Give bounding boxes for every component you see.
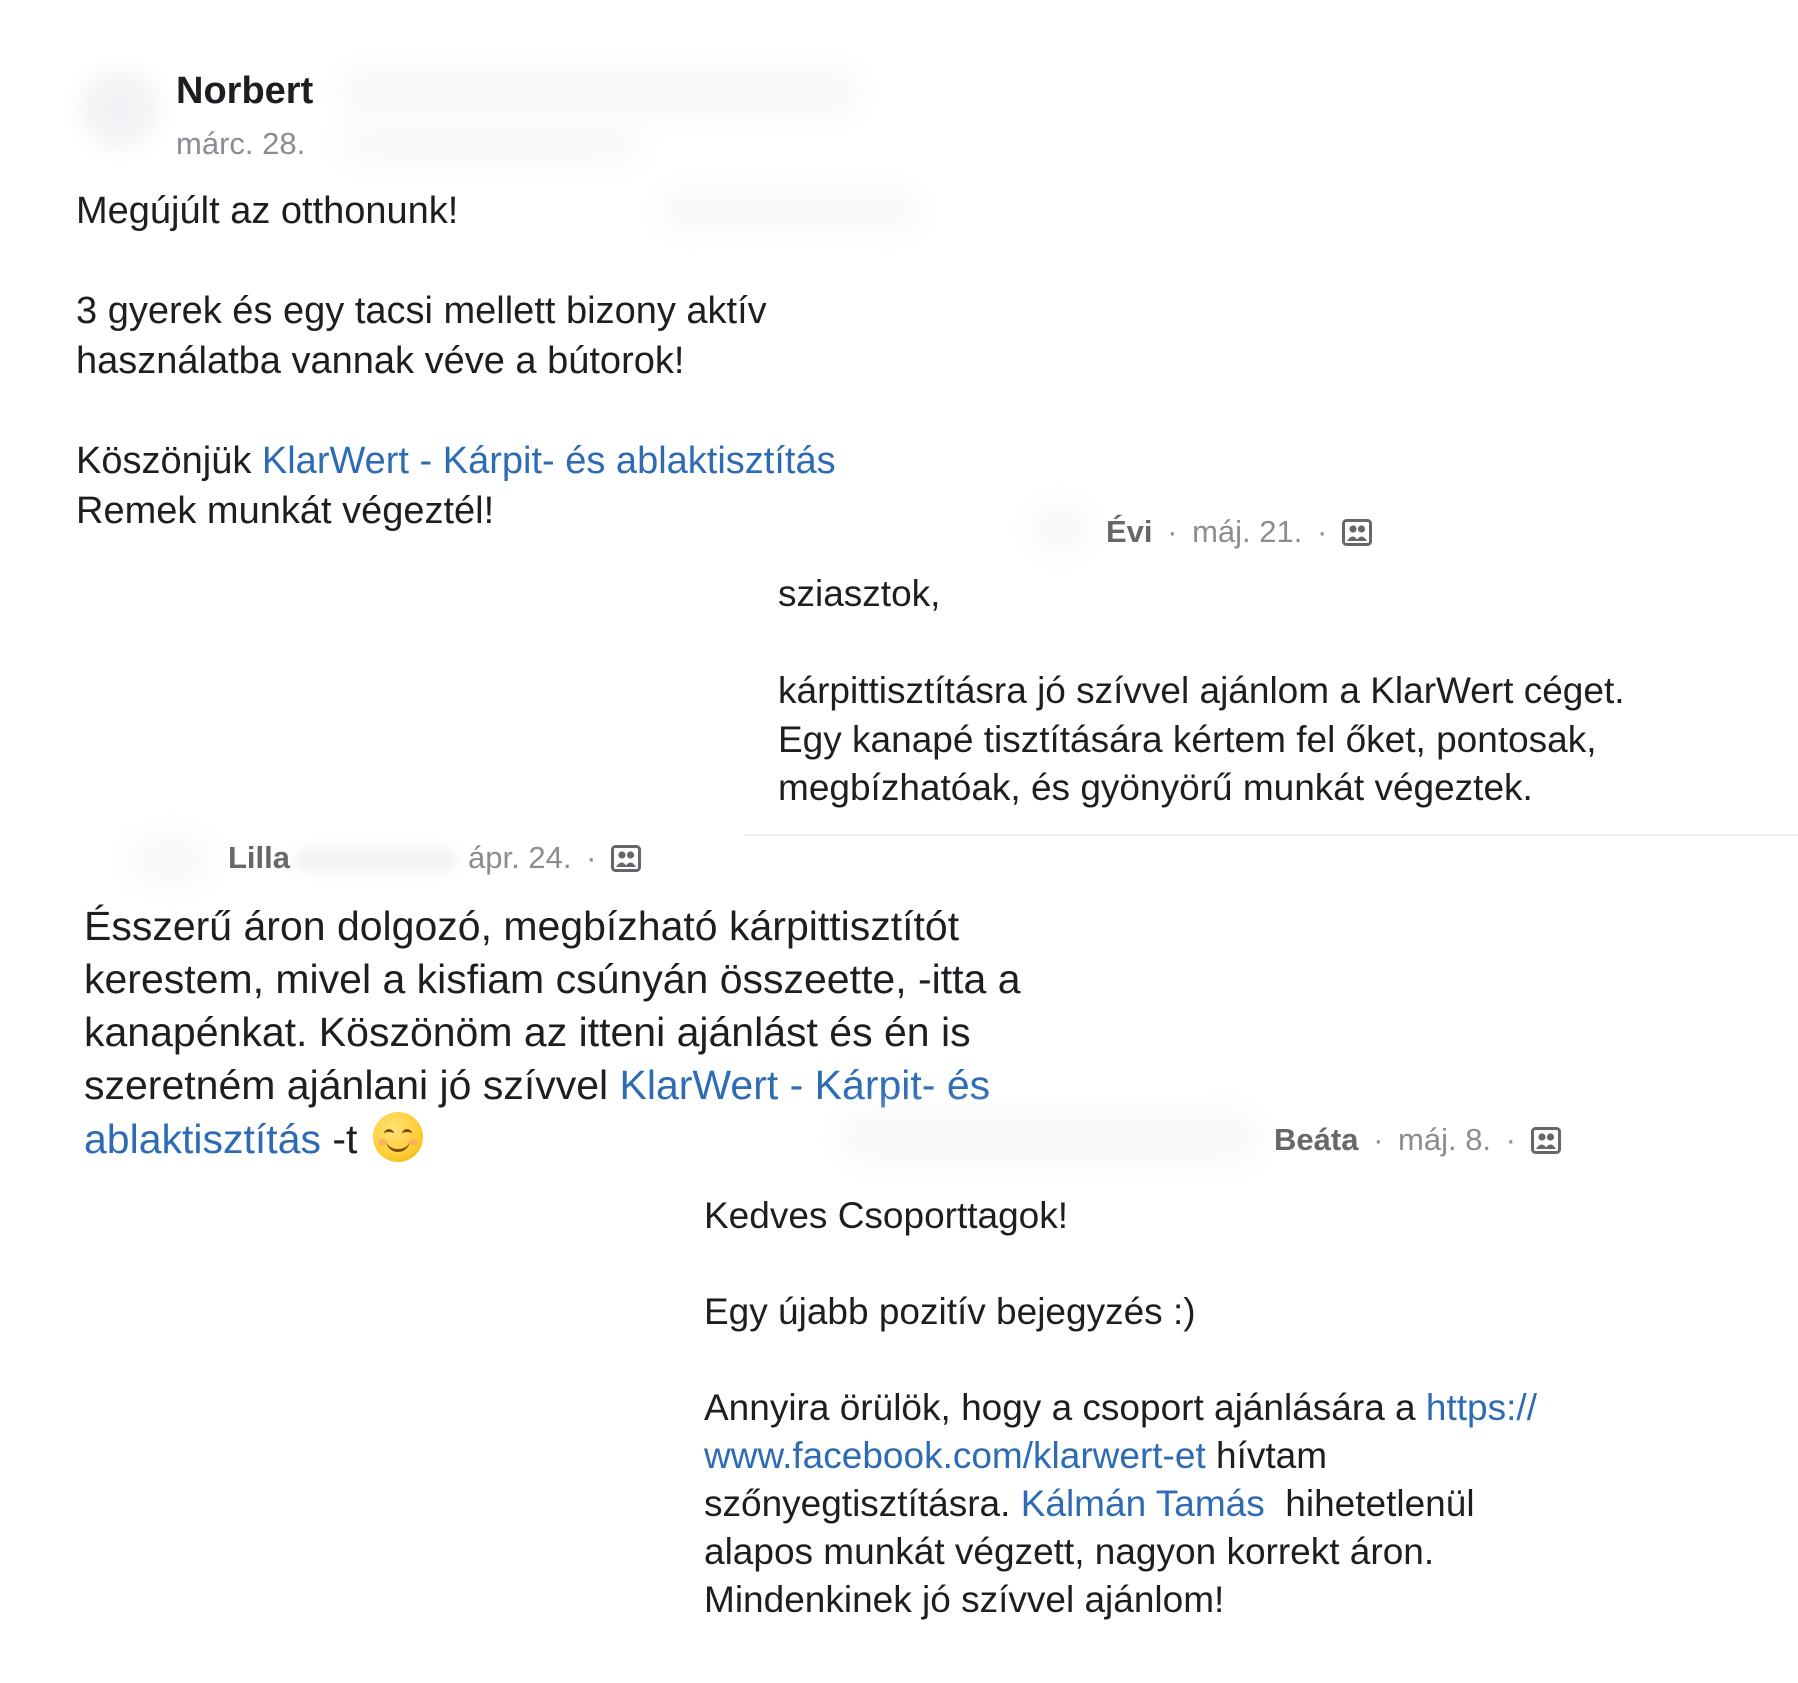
post-date[interactable]: máj. 21. (1192, 514, 1303, 549)
separator-dot: · (1373, 1122, 1384, 1157)
blurred-surname (340, 68, 860, 116)
group-icon (611, 845, 641, 872)
text-prefix: Köszönjük (76, 440, 262, 482)
post-meta (1274, 1122, 1561, 1158)
post-line: Remek munkát végeztél! (76, 490, 495, 532)
post-line: használatba vannak véve a bútorok! (76, 340, 685, 382)
post-body (76, 186, 976, 536)
post-line (84, 1059, 1164, 1112)
post-line: sziasztok, (778, 573, 941, 614)
post-line (704, 1432, 1764, 1480)
author-name[interactable]: Norbert (176, 70, 314, 112)
text-suffix: hívtam (1205, 1435, 1328, 1476)
post-meta (1106, 514, 1372, 550)
text-suffix: hihetetlenül (1264, 1483, 1475, 1524)
blurred-avatar (1030, 506, 1090, 552)
text-prefix: szeretném ajánlani jó szívvel (84, 1062, 620, 1108)
author-name[interactable]: Lilla (228, 840, 291, 875)
post-line (704, 1480, 1764, 1528)
post-body (704, 1192, 1764, 1624)
separator-dot: · (586, 840, 597, 875)
post-line: kárpittisztításra jó szívvel ajánlom a KlarWert céget. (778, 670, 1625, 711)
post-date[interactable]: márc. 28. (176, 126, 306, 161)
page-mention-link[interactable]: ablaktisztítás (84, 1116, 321, 1162)
post-line (76, 436, 976, 486)
page-mention-link[interactable]: KlarWert - Kárpit- és (619, 1062, 991, 1108)
blurred-avatar (130, 836, 210, 884)
post-meta (228, 840, 641, 876)
smiling-face-emoji-icon (373, 1112, 423, 1162)
post-line: Kedves Csoporttagok! (704, 1195, 1069, 1236)
author-name[interactable]: Évi (1106, 514, 1153, 549)
post-line: kerestem, mivel a kisfiam csúnyán összeette, -itta a (84, 956, 1021, 1002)
page-mention-link[interactable]: KlarWert - Kárpit- és ablaktisztítás (261, 440, 836, 482)
post-line: Egy újabb pozitív bejegyzés :) (704, 1291, 1196, 1332)
text-suffix: -t (321, 1116, 369, 1162)
post-date[interactable]: ápr. 24. (468, 840, 572, 875)
avatar[interactable] (80, 70, 158, 148)
author-name[interactable]: Beáta (1274, 1122, 1359, 1157)
post-line: Mindenkinek jó szívvel ajánlom! (704, 1579, 1225, 1620)
text-prefix: Annyira örülök, hogy a csoport ajánlására a (704, 1387, 1426, 1428)
blurred-surname (840, 1112, 1260, 1162)
post-line: Ésszerű áron dolgozó, megbízható kárpittisztítót (84, 903, 960, 949)
group-icon (1531, 1127, 1561, 1154)
url-link[interactable]: https:// (1425, 1387, 1537, 1428)
url-link[interactable]: www.facebook.com/klarwert-et (704, 1435, 1206, 1476)
separator-dot: · (1317, 514, 1328, 549)
post-body (778, 570, 1778, 813)
post-line (704, 1384, 1764, 1432)
group-icon (1342, 519, 1372, 546)
post-line: kanapénkat. Köszönöm az itteni ajánlást és én is (84, 1009, 971, 1055)
blurred-header-detail (340, 128, 640, 162)
post-line: alapos munkát végzett, nagyon korrekt áron. (704, 1531, 1435, 1572)
post-line: Megújúlt az otthonunk! (76, 190, 459, 232)
post-date[interactable]: máj. 8. (1398, 1122, 1492, 1157)
post-line: 3 gyerek és egy tacsi mellett bizony aktív (76, 290, 767, 332)
text-prefix: szőnyegtisztításra. (704, 1483, 1021, 1524)
post-line: megbízhatóak, és gyönyörű munkát végeztek. (778, 767, 1533, 808)
separator-dot: · (1505, 1122, 1516, 1157)
separator-dot: · (1167, 514, 1178, 549)
blurred-surname (296, 849, 456, 871)
divider (744, 834, 1798, 836)
person-mention-link[interactable]: Kálmán Tamás (1020, 1483, 1265, 1524)
post-line: Egy kanapé tisztítására kértem fel őket, pontosak, (778, 718, 1597, 760)
